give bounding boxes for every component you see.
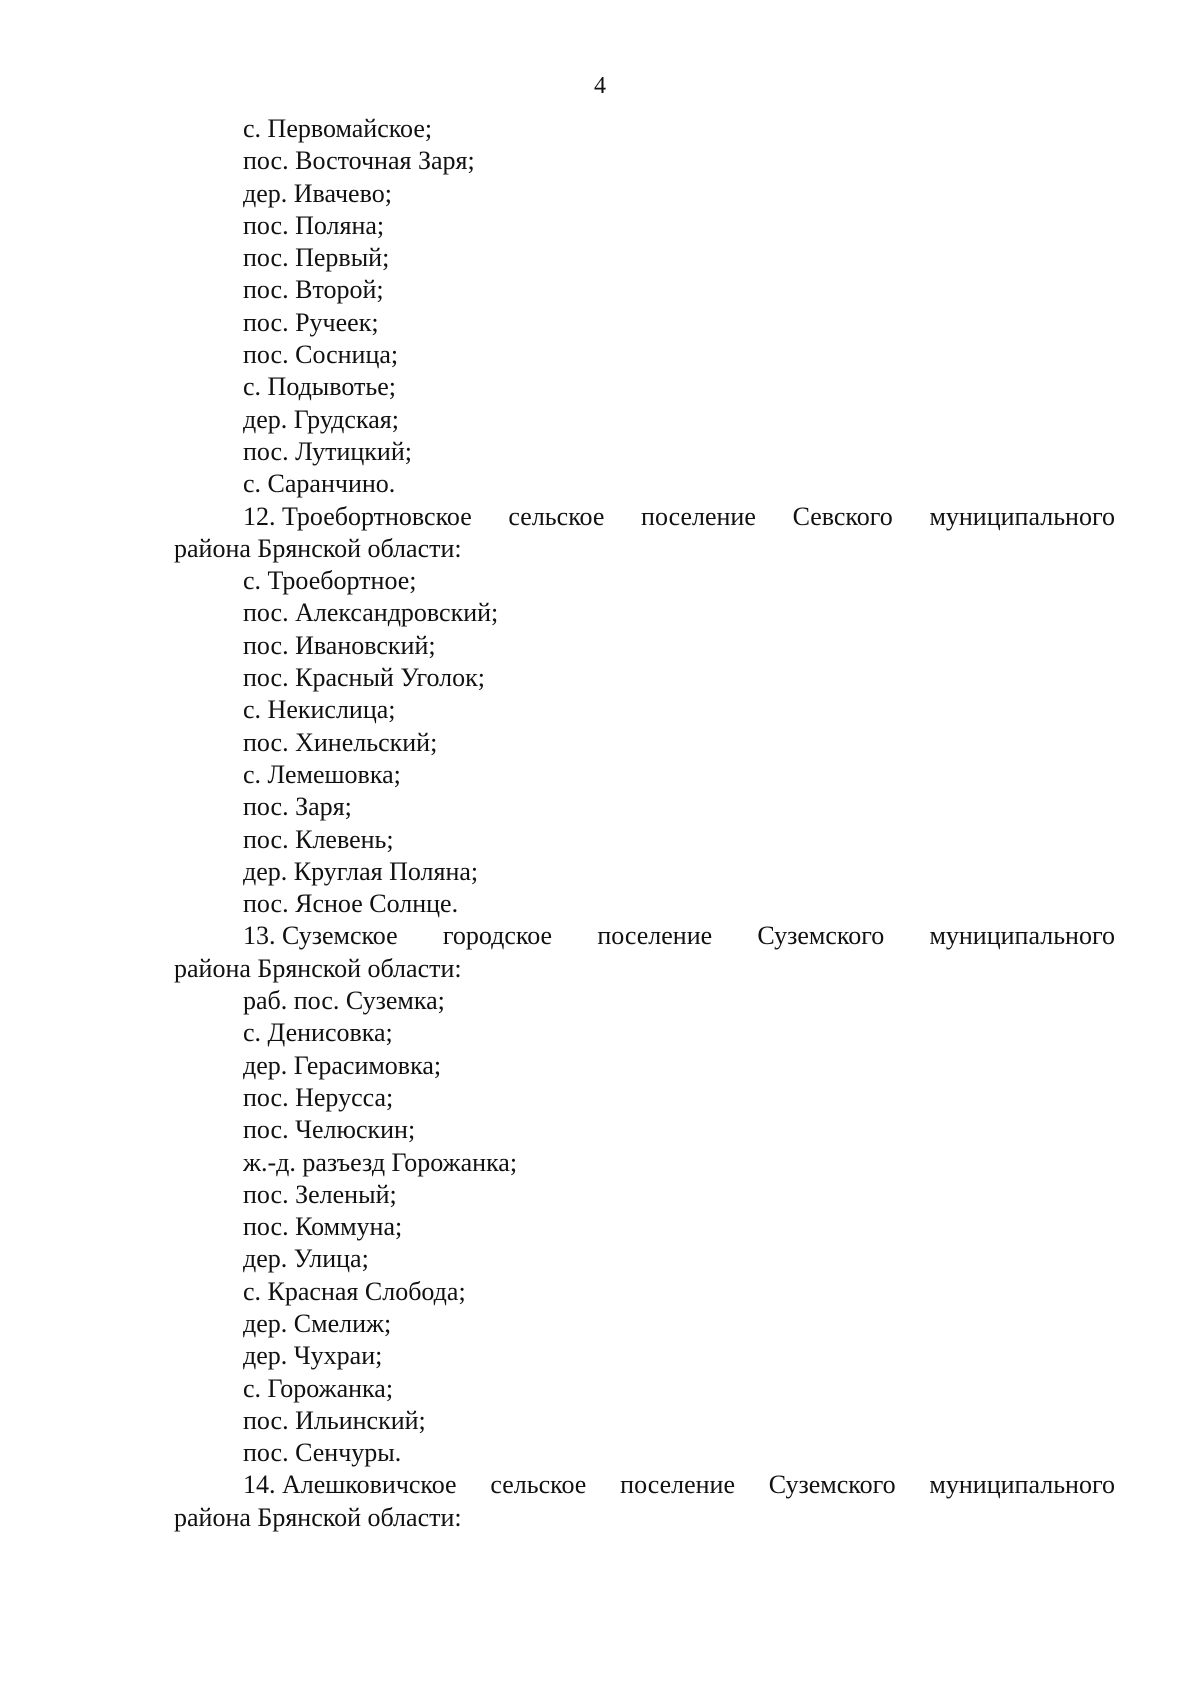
locality-item: пос. Первый; bbox=[243, 243, 390, 273]
locality-item: пос. Коммуна; bbox=[243, 1212, 403, 1242]
locality-item: с. Горожанка; bbox=[243, 1373, 394, 1403]
locality-item: с. Некислица; bbox=[243, 695, 396, 725]
heading-word: 14. Алешковичское bbox=[243, 1470, 457, 1500]
locality-item: пос. Хинельский; bbox=[243, 727, 438, 757]
locality-item: пос. Сосница; bbox=[243, 340, 399, 370]
locality-list-c bbox=[0, 985, 1200, 1469]
locality-item: дер. Улица; bbox=[243, 1244, 369, 1274]
locality-item: с. Денисовка; bbox=[243, 1018, 393, 1048]
locality-item: дер. Смелиж; bbox=[243, 1308, 392, 1338]
section-12-heading bbox=[0, 501, 1200, 566]
locality-item: пос. Ясное Солнце. bbox=[243, 889, 459, 919]
locality-item: пос. Поляна; bbox=[243, 210, 385, 240]
page-number: 4 bbox=[594, 73, 606, 99]
section-13-heading bbox=[0, 920, 1200, 985]
locality-item: пос. Заря; bbox=[243, 792, 352, 822]
locality-item: дер. Герасимовка; bbox=[243, 1050, 442, 1080]
heading-word: Севского bbox=[792, 501, 893, 531]
locality-item: дер. Ивачево; bbox=[243, 178, 392, 208]
locality-item: пос. Зеленый; bbox=[243, 1179, 397, 1209]
locality-item: с. Лемешовка; bbox=[243, 759, 401, 789]
heading-word: поселение bbox=[620, 1470, 735, 1500]
heading-word: сельское bbox=[490, 1470, 587, 1500]
locality-item: пос. Ивановский; bbox=[243, 630, 436, 660]
heading-word: Суземского bbox=[768, 1470, 896, 1500]
locality-item: пос. Лутицкий; bbox=[243, 436, 412, 466]
locality-item: с. Подывотье; bbox=[243, 372, 397, 402]
locality-item: пос. Нерусса; bbox=[243, 1082, 394, 1112]
heading-word: Суземского bbox=[757, 921, 885, 951]
locality-item: пос. Восточная Заря; bbox=[243, 146, 475, 176]
locality-item: раб. пос. Суземка; bbox=[243, 986, 445, 1016]
locality-item: с. Саранчино. bbox=[243, 469, 396, 499]
section-heading-line bbox=[243, 1469, 1115, 1501]
locality-item: с. Первомайское; bbox=[243, 114, 433, 143]
section-heading-line bbox=[243, 920, 1115, 952]
section-heading-line: района Брянской области: bbox=[174, 533, 462, 563]
section-heading-line: района Брянской области: bbox=[174, 1502, 462, 1532]
locality-item: дер. Круглая Поляна; bbox=[243, 856, 479, 886]
locality-item: пос. Красный Уголок; bbox=[243, 663, 485, 693]
locality-item: пос. Александровский; bbox=[243, 598, 499, 628]
locality-item: с. Красная Слобода; bbox=[243, 1276, 466, 1306]
heading-word: 12. Троебортновское bbox=[243, 501, 472, 531]
heading-word: 13. Суземское bbox=[243, 921, 398, 951]
heading-word: поселение bbox=[641, 501, 756, 531]
heading-word: поселение bbox=[597, 921, 713, 951]
locality-list-a bbox=[0, 113, 1200, 501]
heading-word: городское bbox=[442, 921, 553, 951]
locality-item: пос. Сенчуры. bbox=[243, 1438, 402, 1468]
section-heading-line: района Брянской области: bbox=[174, 953, 462, 983]
locality-item: пос. Клевень; bbox=[243, 824, 394, 854]
locality-item: пос. Ручеек; bbox=[243, 307, 379, 337]
locality-item: пос. Второй; bbox=[243, 275, 384, 305]
locality-item: с. Троебортное; bbox=[243, 566, 417, 596]
heading-word: муниципального bbox=[929, 501, 1115, 531]
section-heading-line bbox=[243, 501, 1115, 533]
heading-word: муниципального bbox=[929, 921, 1115, 951]
section-14-heading bbox=[0, 1469, 1200, 1534]
heading-word: муниципального bbox=[929, 1470, 1115, 1500]
locality-item: дер. Грудская; bbox=[243, 404, 399, 434]
document-body bbox=[0, 113, 1200, 1534]
locality-item: ж.-д. разъезд Горожанка; bbox=[243, 1147, 518, 1177]
locality-item: пос. Челюскин; bbox=[243, 1115, 416, 1145]
locality-item: дер. Чухраи; bbox=[243, 1341, 383, 1371]
heading-word: сельское bbox=[508, 501, 605, 531]
locality-item: пос. Ильинский; bbox=[243, 1405, 426, 1435]
locality-list-b bbox=[0, 565, 1200, 920]
